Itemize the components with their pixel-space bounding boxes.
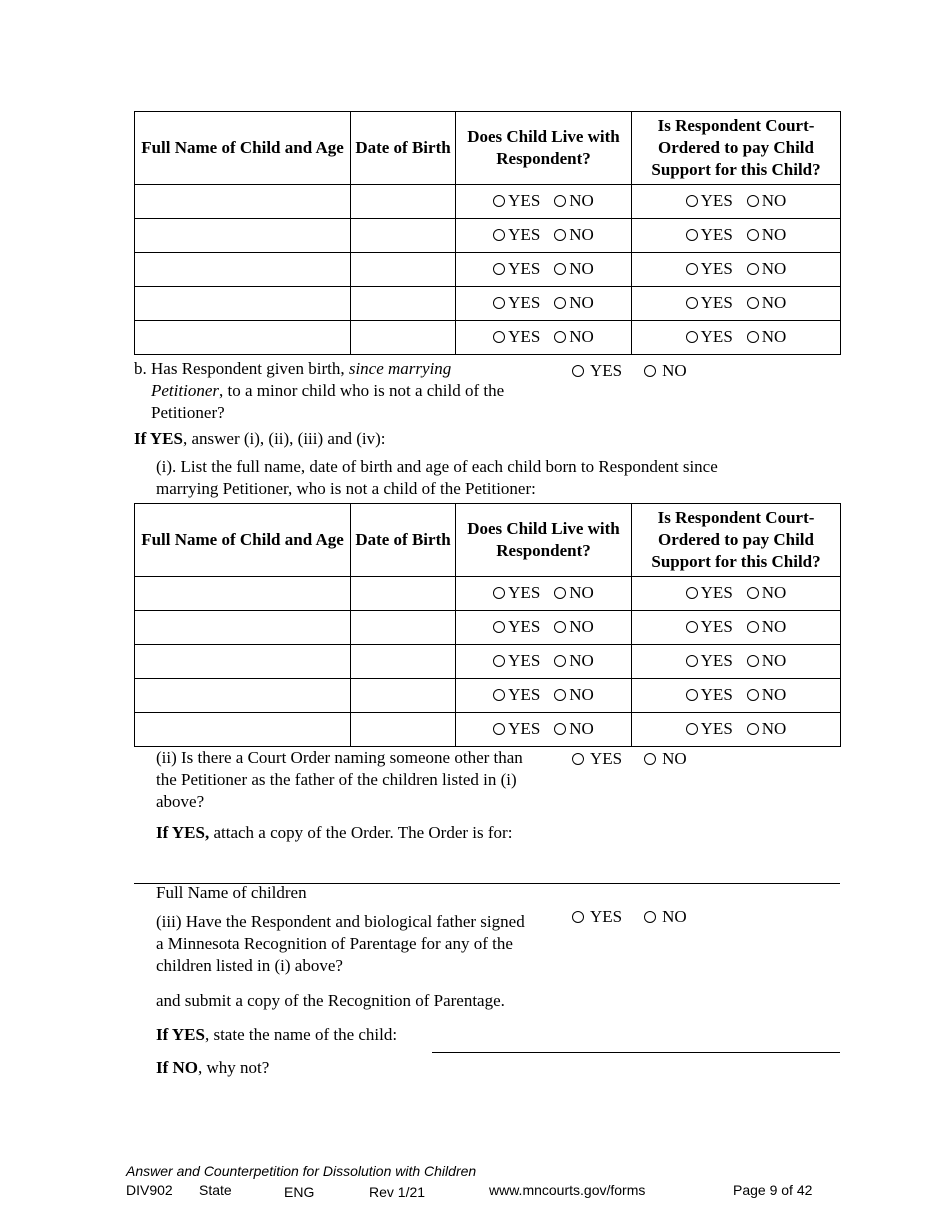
lives-with-radio-group bbox=[493, 617, 594, 637]
question-b-italic-2: Petitioner bbox=[151, 381, 219, 400]
table-row bbox=[135, 577, 841, 611]
support-cell bbox=[632, 253, 841, 287]
support-no-radio[interactable]: NO bbox=[747, 617, 787, 637]
lives-with-radio-group bbox=[493, 259, 594, 279]
radio-circle-icon bbox=[747, 587, 759, 599]
support-no-radio[interactable]: NO bbox=[747, 719, 787, 739]
support-cell bbox=[632, 219, 841, 253]
lives-with-yes-radio[interactable]: YES bbox=[493, 685, 540, 705]
support-no-radio[interactable]: NO bbox=[747, 583, 787, 603]
date-of-birth-cell[interactable] bbox=[351, 321, 456, 355]
lives-with-no-radio[interactable]: NO bbox=[554, 651, 594, 671]
question-i: (i). List the full name, date of birth and age of each child born to Respondent since marrying Petitioner, who is not a child of the Petitioner: bbox=[156, 457, 718, 498]
radio-circle-icon bbox=[572, 365, 584, 377]
table-header-row bbox=[135, 112, 841, 185]
lives-with-no-radio[interactable]: NO bbox=[554, 293, 594, 313]
support-radio-group bbox=[686, 225, 787, 245]
lives-with-no-radio[interactable]: NO bbox=[554, 191, 594, 211]
radio-circle-icon bbox=[572, 753, 584, 765]
question-b-text: b. Has Respondent given birth, bbox=[134, 359, 349, 378]
lives-with-cell bbox=[456, 321, 632, 355]
lives-with-radio-group bbox=[493, 719, 594, 739]
footer-state: State bbox=[199, 1182, 232, 1198]
submit-copy-text: and submit a copy of the Recognition of Parentage. bbox=[156, 991, 505, 1010]
question-ii-yes-radio[interactable]: YES bbox=[572, 748, 622, 770]
lives-with-yes-radio[interactable]: YES bbox=[493, 719, 540, 739]
radio-circle-icon bbox=[644, 365, 656, 377]
support-cell bbox=[632, 713, 841, 747]
lives-with-radio-group bbox=[493, 293, 594, 313]
lives-with-cell bbox=[456, 611, 632, 645]
child-name-cell[interactable] bbox=[135, 321, 351, 355]
support-radio-group bbox=[686, 685, 787, 705]
support-yes-radio[interactable]: YES bbox=[686, 293, 733, 313]
radio-circle-icon bbox=[554, 689, 566, 701]
table-row bbox=[135, 287, 841, 321]
radio-circle-icon bbox=[554, 723, 566, 735]
question-ii: (ii) Is there a Court Order naming someone other than the Petitioner as the father of the children listed in (i) above? bbox=[156, 748, 523, 811]
footer-lang: ENG bbox=[284, 1184, 315, 1200]
lives-with-yes-radio[interactable]: YES bbox=[493, 583, 540, 603]
radio-circle-icon bbox=[493, 195, 505, 207]
radio-circle-icon bbox=[747, 297, 759, 309]
question-b bbox=[134, 358, 554, 424]
support-radio-group bbox=[686, 191, 787, 211]
footer-url[interactable]: www.mncourts.gov/forms bbox=[489, 1182, 646, 1198]
support-yes-radio[interactable]: YES bbox=[686, 191, 733, 211]
lives-with-radio-group bbox=[493, 225, 594, 245]
if-yes-answer: If YES, answer (i), (ii), (iii) and (iv): bbox=[134, 429, 386, 448]
support-no-radio[interactable]: NO bbox=[747, 225, 787, 245]
table-row bbox=[135, 679, 841, 713]
radio-circle-icon bbox=[686, 723, 698, 735]
radio-circle-icon bbox=[747, 723, 759, 735]
child-name-cell[interactable] bbox=[135, 577, 351, 611]
header-full-name: Full Name of Child and Age bbox=[135, 504, 351, 577]
if-no-why-not: If NO, why not? bbox=[156, 1058, 270, 1077]
radio-circle-icon bbox=[554, 331, 566, 343]
child-name-cell[interactable] bbox=[135, 185, 351, 219]
radio-circle-icon bbox=[747, 229, 759, 241]
radio-circle-icon bbox=[644, 753, 656, 765]
radio-circle-icon bbox=[554, 297, 566, 309]
lives-with-radio-group bbox=[493, 685, 594, 705]
footer-title: Answer and Counterpetition for Dissolution with Children bbox=[126, 1163, 477, 1179]
radio-circle-icon bbox=[554, 655, 566, 667]
lives-with-no-radio[interactable]: NO bbox=[554, 719, 594, 739]
support-cell bbox=[632, 321, 841, 355]
support-no-radio[interactable]: NO bbox=[747, 327, 787, 347]
radio-circle-icon bbox=[747, 621, 759, 633]
table-row bbox=[135, 713, 841, 747]
lives-with-no-radio[interactable]: NO bbox=[554, 327, 594, 347]
radio-circle-icon bbox=[493, 689, 505, 701]
radio-circle-icon bbox=[493, 655, 505, 667]
lives-with-cell bbox=[456, 219, 632, 253]
table-row bbox=[135, 611, 841, 645]
support-no-radio[interactable]: NO bbox=[747, 259, 787, 279]
date-of-birth-cell[interactable] bbox=[351, 577, 456, 611]
radio-circle-icon bbox=[686, 689, 698, 701]
radio-circle-icon bbox=[493, 723, 505, 735]
lives-with-radio-group bbox=[493, 583, 594, 603]
question-ii-radio-group bbox=[572, 748, 687, 770]
support-cell bbox=[632, 577, 841, 611]
header-lives-with-respondent: Does Child Live with Respondent? bbox=[456, 112, 632, 185]
table-row bbox=[135, 321, 841, 355]
support-radio-group bbox=[686, 327, 787, 347]
child-name-cell[interactable] bbox=[135, 219, 351, 253]
support-yes-radio[interactable]: YES bbox=[686, 583, 733, 603]
support-yes-radio[interactable]: YES bbox=[686, 651, 733, 671]
radio-circle-icon bbox=[493, 297, 505, 309]
lives-with-no-radio[interactable]: NO bbox=[554, 617, 594, 637]
radio-circle-icon bbox=[747, 689, 759, 701]
lives-with-radio-group bbox=[493, 327, 594, 347]
header-court-ordered-support: Is Respondent Court-Ordered to pay Child Support for this Child? bbox=[632, 112, 841, 185]
question-ii-no-radio[interactable]: NO bbox=[644, 748, 687, 770]
radio-circle-icon bbox=[493, 587, 505, 599]
lives-with-cell bbox=[456, 577, 632, 611]
table-row bbox=[135, 219, 841, 253]
support-cell bbox=[632, 679, 841, 713]
date-of-birth-cell[interactable] bbox=[351, 645, 456, 679]
radio-circle-icon bbox=[554, 195, 566, 207]
radio-circle-icon bbox=[493, 621, 505, 633]
radio-circle-icon bbox=[747, 655, 759, 667]
full-name-children-label: Full Name of children bbox=[156, 883, 307, 902]
question-b-no-radio[interactable]: NO bbox=[644, 360, 687, 382]
table-header-row bbox=[135, 504, 841, 577]
lives-with-no-radio[interactable]: NO bbox=[554, 685, 594, 705]
support-radio-group bbox=[686, 583, 787, 603]
support-radio-group bbox=[686, 651, 787, 671]
radio-circle-icon bbox=[747, 195, 759, 207]
child-name-cell[interactable] bbox=[135, 645, 351, 679]
lives-with-yes-radio[interactable]: YES bbox=[493, 327, 540, 347]
table-row bbox=[135, 645, 841, 679]
support-no-radio[interactable]: NO bbox=[747, 293, 787, 313]
header-court-ordered-support: Is Respondent Court-Ordered to pay Child Support for this Child? bbox=[632, 504, 841, 577]
child-name-cell[interactable] bbox=[135, 679, 351, 713]
question-iii-radio-group bbox=[572, 906, 687, 928]
support-cell bbox=[632, 611, 841, 645]
radio-circle-icon bbox=[493, 229, 505, 241]
child-name-cell[interactable] bbox=[135, 287, 351, 321]
lives-with-radio-group bbox=[493, 191, 594, 211]
support-yes-radio[interactable]: YES bbox=[686, 719, 733, 739]
radio-circle-icon bbox=[572, 911, 584, 923]
question-iii-no-radio[interactable]: NO bbox=[644, 906, 687, 928]
if-yes-attach: If YES, attach a copy of the Order. The Order is for: bbox=[156, 823, 513, 842]
radio-circle-icon bbox=[493, 331, 505, 343]
support-radio-group bbox=[686, 617, 787, 637]
date-of-birth-cell[interactable] bbox=[351, 679, 456, 713]
radio-circle-icon bbox=[686, 229, 698, 241]
if-yes-state-name: If YES, state the name of the child: bbox=[156, 1025, 398, 1044]
radio-circle-icon bbox=[644, 911, 656, 923]
lives-with-no-radio[interactable]: NO bbox=[554, 225, 594, 245]
support-no-radio[interactable]: NO bbox=[747, 651, 787, 671]
lives-with-cell bbox=[456, 645, 632, 679]
date-of-birth-cell[interactable] bbox=[351, 185, 456, 219]
lives-with-cell bbox=[456, 679, 632, 713]
lives-with-cell bbox=[456, 253, 632, 287]
question-b-yes-radio[interactable]: YES bbox=[572, 360, 622, 382]
radio-circle-icon bbox=[686, 297, 698, 309]
question-iii-yes-radio[interactable]: YES bbox=[572, 906, 622, 928]
lives-with-yes-radio[interactable]: YES bbox=[493, 259, 540, 279]
question-b-italic: since marrying bbox=[348, 359, 452, 378]
lives-with-yes-radio[interactable]: YES bbox=[493, 651, 540, 671]
table-row bbox=[135, 253, 841, 287]
date-of-birth-cell[interactable] bbox=[351, 713, 456, 747]
lives-with-yes-radio[interactable]: YES bbox=[493, 225, 540, 245]
question-b-radio-group bbox=[572, 360, 687, 382]
radio-circle-icon bbox=[554, 229, 566, 241]
support-yes-radio[interactable]: YES bbox=[686, 225, 733, 245]
radio-circle-icon bbox=[686, 655, 698, 667]
question-iii: (iii) Have the Respondent and biological father signed a Minnesota Recognition of Parentage for any of the children listed in (i) above? bbox=[156, 912, 525, 975]
footer-page-number: Page 9 of 42 bbox=[733, 1182, 813, 1198]
lives-with-cell bbox=[456, 713, 632, 747]
radio-circle-icon bbox=[554, 587, 566, 599]
radio-circle-icon bbox=[686, 587, 698, 599]
support-radio-group bbox=[686, 259, 787, 279]
lives-with-yes-radio[interactable]: YES bbox=[493, 293, 540, 313]
question-b-text-2: , to a minor child who is not a child of the bbox=[218, 381, 505, 400]
lives-with-radio-group bbox=[493, 651, 594, 671]
header-full-name: Full Name of Child and Age bbox=[135, 112, 351, 185]
footer-rev: Rev 1/21 bbox=[369, 1184, 426, 1200]
lives-with-yes-radio[interactable]: YES bbox=[493, 617, 540, 637]
radio-circle-icon bbox=[747, 263, 759, 275]
support-yes-radio[interactable]: YES bbox=[686, 327, 733, 347]
header-lives-with-respondent: Does Child Live with Respondent? bbox=[456, 504, 632, 577]
lives-with-cell bbox=[456, 185, 632, 219]
child-name-cell[interactable] bbox=[135, 713, 351, 747]
radio-circle-icon bbox=[686, 331, 698, 343]
support-no-radio[interactable]: NO bbox=[747, 685, 787, 705]
children-table-2 bbox=[134, 503, 841, 747]
radio-circle-icon bbox=[686, 621, 698, 633]
support-no-radio[interactable]: NO bbox=[747, 191, 787, 211]
support-radio-group bbox=[686, 719, 787, 739]
support-yes-radio[interactable]: YES bbox=[686, 259, 733, 279]
child-name-cell[interactable] bbox=[135, 611, 351, 645]
support-cell bbox=[632, 287, 841, 321]
question-b-text-3: Petitioner? bbox=[151, 403, 225, 422]
support-cell bbox=[632, 185, 841, 219]
radio-circle-icon bbox=[686, 195, 698, 207]
footer-form-id: DIV902 bbox=[126, 1182, 173, 1198]
date-of-birth-cell[interactable] bbox=[351, 253, 456, 287]
support-yes-radio[interactable]: YES bbox=[686, 685, 733, 705]
support-yes-radio[interactable]: YES bbox=[686, 617, 733, 637]
header-date-of-birth: Date of Birth bbox=[351, 112, 456, 185]
child-name-cell[interactable] bbox=[135, 253, 351, 287]
radio-circle-icon bbox=[747, 331, 759, 343]
child-name-field[interactable] bbox=[432, 1052, 840, 1053]
table-1-body bbox=[135, 185, 841, 355]
date-of-birth-cell[interactable] bbox=[351, 611, 456, 645]
radio-circle-icon bbox=[554, 263, 566, 275]
radio-circle-icon bbox=[493, 263, 505, 275]
date-of-birth-cell[interactable] bbox=[351, 287, 456, 321]
date-of-birth-cell[interactable] bbox=[351, 219, 456, 253]
radio-circle-icon bbox=[686, 263, 698, 275]
lives-with-no-radio[interactable]: NO bbox=[554, 583, 594, 603]
children-table-1 bbox=[134, 111, 841, 355]
lives-with-yes-radio[interactable]: YES bbox=[493, 191, 540, 211]
lives-with-no-radio[interactable]: NO bbox=[554, 259, 594, 279]
table-2-body bbox=[135, 577, 841, 747]
header-date-of-birth: Date of Birth bbox=[351, 504, 456, 577]
radio-circle-icon bbox=[554, 621, 566, 633]
support-radio-group bbox=[686, 293, 787, 313]
table-row bbox=[135, 185, 841, 219]
support-cell bbox=[632, 645, 841, 679]
lives-with-cell bbox=[456, 287, 632, 321]
